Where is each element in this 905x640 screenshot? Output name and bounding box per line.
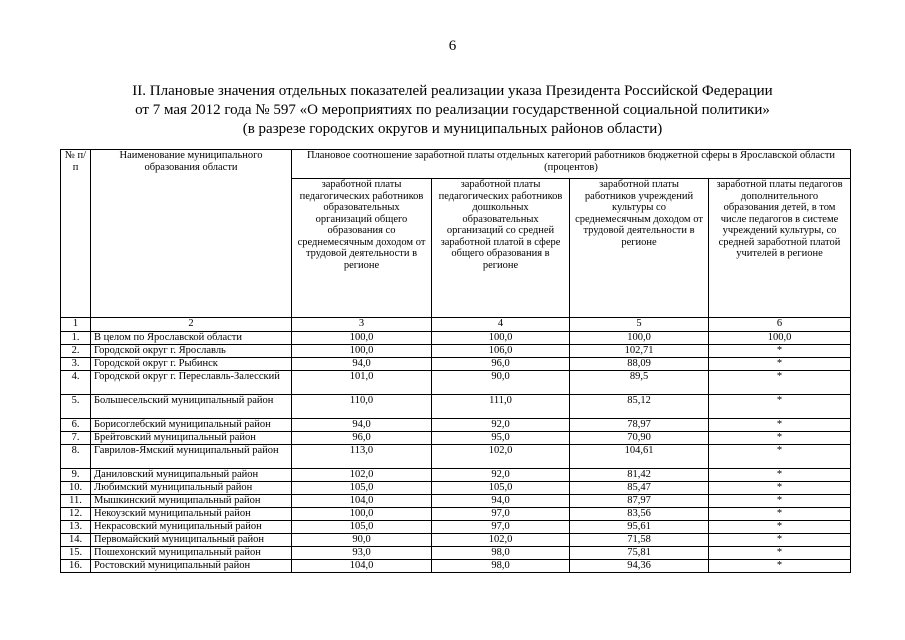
value-col-3: 100,0 <box>292 508 432 521</box>
row-number: 9. <box>61 469 91 482</box>
value-col-5: 75,81 <box>570 547 709 560</box>
value-col-4: 98,0 <box>432 547 570 560</box>
row-number: 11. <box>61 495 91 508</box>
municipality-name: Некрасовский муниципальный район <box>91 521 292 534</box>
municipality-name: Мышкинский муниципальный район <box>91 495 292 508</box>
value-col-4: 111,0 <box>432 395 570 419</box>
municipality-name: Городской округ г. Переславль-Залесский <box>91 371 292 395</box>
table-row <box>61 432 851 445</box>
municipality-name: Ростовский муниципальный район <box>91 560 292 573</box>
header-col-name: Наименование муниципального образования области <box>91 150 292 318</box>
table-row <box>61 560 851 573</box>
subheader-col-5: заработной платы работников учреждений культуры со среднемесячным доходом от трудовой деятельности в регионе <box>570 179 709 318</box>
municipality-name: Городской округ г. Ярославль <box>91 345 292 358</box>
value-col-3: 90,0 <box>292 534 432 547</box>
value-col-3: 104,0 <box>292 495 432 508</box>
column-number: 3 <box>292 318 432 332</box>
municipality-name: Большесельский муниципальный район <box>91 395 292 419</box>
heading-line-2: от 7 мая 2012 года № 597 «О мероприятиях по реализации государственной социальной политики» <box>135 102 770 118</box>
value-col-5: 104,61 <box>570 445 709 469</box>
table-header-row <box>61 150 851 179</box>
column-number-row <box>61 318 851 332</box>
value-col-4: 106,0 <box>432 345 570 358</box>
value-col-3: 100,0 <box>292 345 432 358</box>
value-col-6: * <box>709 371 851 395</box>
value-col-3: 104,0 <box>292 560 432 573</box>
municipality-name: Пошехонский муниципальный район <box>91 547 292 560</box>
value-col-3: 113,0 <box>292 445 432 469</box>
value-col-3: 105,0 <box>292 482 432 495</box>
value-col-4: 100,0 <box>432 332 570 345</box>
value-col-3: 94,0 <box>292 358 432 371</box>
value-col-5: 81,42 <box>570 469 709 482</box>
table-row <box>61 371 851 395</box>
table-row <box>61 419 851 432</box>
municipality-name: Даниловский муниципальный район <box>91 469 292 482</box>
value-col-6: * <box>709 445 851 469</box>
value-col-4: 90,0 <box>432 371 570 395</box>
heading-line-1: II. Плановые значения отдельных показателей реализации указа Президента Российской Федерации <box>132 83 773 99</box>
value-col-4: 92,0 <box>432 419 570 432</box>
value-col-5: 95,61 <box>570 521 709 534</box>
table-row <box>61 358 851 371</box>
value-col-4: 97,0 <box>432 521 570 534</box>
municipality-name: В целом по Ярославской области <box>91 332 292 345</box>
value-col-5: 85,47 <box>570 482 709 495</box>
row-number: 13. <box>61 521 91 534</box>
value-col-6: * <box>709 495 851 508</box>
municipality-name: Любимский муниципальный район <box>91 482 292 495</box>
row-number: 10. <box>61 482 91 495</box>
value-col-3: 96,0 <box>292 432 432 445</box>
column-number: 4 <box>432 318 570 332</box>
value-col-6: * <box>709 547 851 560</box>
subheader-col-6: заработной платы педагогов дополнительного образования детей, в том числе педагогов в системе учреждений культуры, со средней заработной платой учителей в регионе <box>709 179 851 318</box>
value-col-6: * <box>709 469 851 482</box>
value-col-6: * <box>709 358 851 371</box>
column-number: 6 <box>709 318 851 332</box>
row-number: 6. <box>61 419 91 432</box>
value-col-3: 110,0 <box>292 395 432 419</box>
row-number: 7. <box>61 432 91 445</box>
value-col-4: 92,0 <box>432 469 570 482</box>
value-col-6: * <box>709 419 851 432</box>
value-col-5: 71,58 <box>570 534 709 547</box>
value-col-6: * <box>709 560 851 573</box>
municipality-name: Городской округ г. Рыбинск <box>91 358 292 371</box>
value-col-5: 89,5 <box>570 371 709 395</box>
value-col-4: 95,0 <box>432 432 570 445</box>
value-col-3: 93,0 <box>292 547 432 560</box>
table-row <box>61 395 851 419</box>
table-row <box>61 482 851 495</box>
table-row <box>61 445 851 469</box>
column-number: 1 <box>61 318 91 332</box>
row-number: 15. <box>61 547 91 560</box>
indicators-table <box>60 149 851 573</box>
row-number: 14. <box>61 534 91 547</box>
value-col-4: 97,0 <box>432 508 570 521</box>
municipality-name: Брейтовский муниципальный район <box>91 432 292 445</box>
document-heading <box>0 82 905 139</box>
table-row <box>61 495 851 508</box>
value-col-5: 70,90 <box>570 432 709 445</box>
value-col-4: 94,0 <box>432 495 570 508</box>
row-number: 16. <box>61 560 91 573</box>
value-col-5: 94,36 <box>570 560 709 573</box>
column-number: 2 <box>91 318 292 332</box>
value-col-4: 102,0 <box>432 534 570 547</box>
value-col-5: 87,97 <box>570 495 709 508</box>
value-col-3: 101,0 <box>292 371 432 395</box>
value-col-4: 105,0 <box>432 482 570 495</box>
table-row <box>61 534 851 547</box>
value-col-5: 83,56 <box>570 508 709 521</box>
row-number: 12. <box>61 508 91 521</box>
heading-line-3: (в разрезе городских округов и муниципальных районов области) <box>242 121 663 137</box>
value-col-5: 88,09 <box>570 358 709 371</box>
value-col-3: 102,0 <box>292 469 432 482</box>
value-col-3: 94,0 <box>292 419 432 432</box>
row-number: 3. <box>61 358 91 371</box>
table-row <box>61 508 851 521</box>
table-row <box>61 521 851 534</box>
table-row <box>61 345 851 358</box>
municipality-name: Первомайский муниципальный район <box>91 534 292 547</box>
value-col-6: * <box>709 534 851 547</box>
header-group: Плановое соотношение заработной платы отдельных категорий работников бюджетной сферы в Ярославской области (процентов) <box>292 150 851 179</box>
value-col-3: 100,0 <box>292 332 432 345</box>
row-number: 1. <box>61 332 91 345</box>
municipality-name: Гаврилов-Ямский муниципальный район <box>91 445 292 469</box>
value-col-6: * <box>709 432 851 445</box>
row-number: 8. <box>61 445 91 469</box>
row-number: 2. <box>61 345 91 358</box>
page-number: 6 <box>448 38 457 54</box>
value-col-5: 78,97 <box>570 419 709 432</box>
row-number: 5. <box>61 395 91 419</box>
value-col-6: * <box>709 395 851 419</box>
value-col-5: 100,0 <box>570 332 709 345</box>
value-col-4: 96,0 <box>432 358 570 371</box>
value-col-3: 105,0 <box>292 521 432 534</box>
municipality-name: Некоузский муниципальный район <box>91 508 292 521</box>
subheader-col-3: заработной платы педагогических работников образовательных организаций общего образования со среднемесячным доходом от трудовой деятельности в регионе <box>292 179 432 318</box>
value-col-6: 100,0 <box>709 332 851 345</box>
value-col-4: 102,0 <box>432 445 570 469</box>
table-row <box>61 547 851 560</box>
value-col-6: * <box>709 521 851 534</box>
row-number: 4. <box>61 371 91 395</box>
header-col-no: № п/п <box>61 150 91 318</box>
value-col-4: 98,0 <box>432 560 570 573</box>
value-col-6: * <box>709 508 851 521</box>
value-col-5: 85,12 <box>570 395 709 419</box>
table-row <box>61 469 851 482</box>
value-col-6: * <box>709 482 851 495</box>
value-col-6: * <box>709 345 851 358</box>
municipality-name: Борисоглебский муниципальный район <box>91 419 292 432</box>
table-row <box>61 332 851 345</box>
column-number: 5 <box>570 318 709 332</box>
value-col-5: 102,71 <box>570 345 709 358</box>
subheader-col-4: заработной платы педагогических работников дошкольных образовательных организаций со средней заработной платой в сфере общего образования в регионе <box>432 179 570 318</box>
